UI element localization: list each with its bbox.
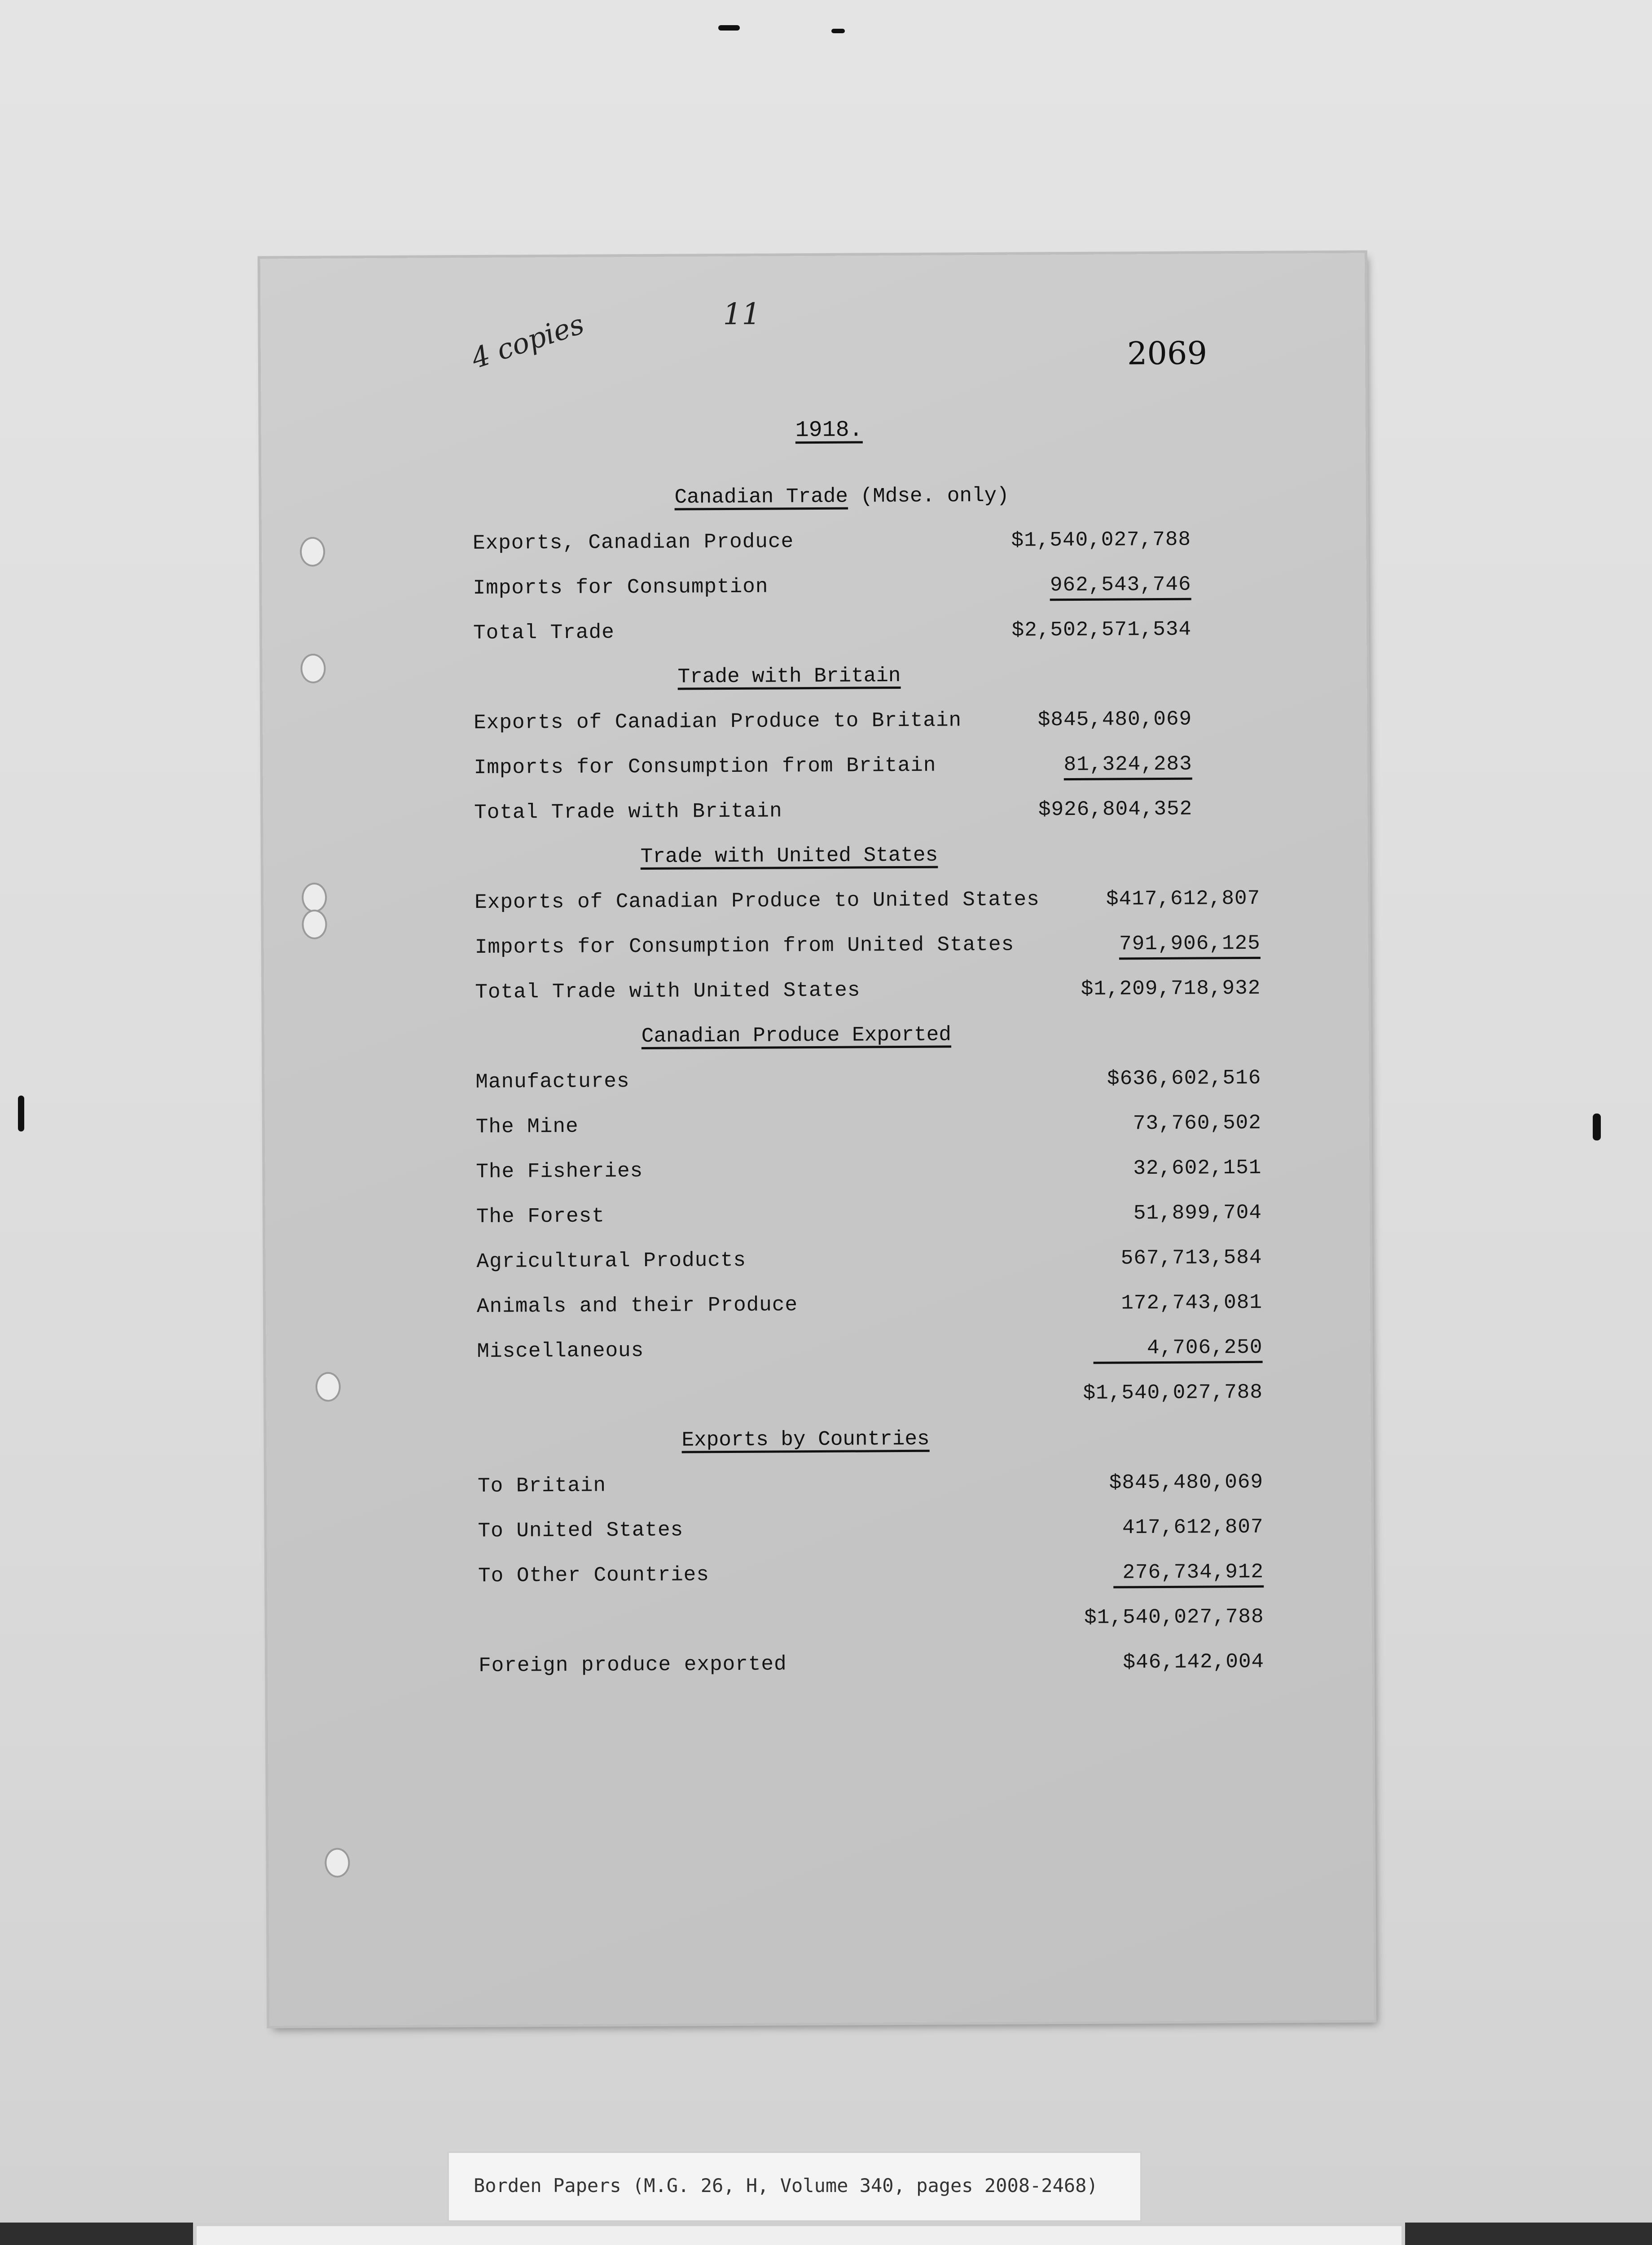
table-row [477,1336,1262,1371]
row-value: 417,612,807 [1122,1515,1264,1540]
document-page [260,253,1374,2026]
total-row [477,1381,1263,1416]
table-row [478,1560,1264,1596]
table-row [475,932,1261,967]
handwritten-mark: 11 [723,296,761,332]
row-label: Imports for Consumption [473,575,769,600]
row-label: Miscellaneous [477,1339,644,1363]
table-row [475,887,1260,922]
table-row [476,1246,1262,1281]
table-row [476,1201,1262,1237]
row-label: Exports of Canadian Produce to Britain [473,709,962,735]
row-value: $845,480,069 [1037,707,1192,732]
archives-card [193,2223,1405,2245]
table-row [475,1066,1261,1102]
film-mark [831,29,845,33]
row-value: $636,602,516 [1107,1066,1261,1091]
section-heading-produce-exported: Canadian Produce Exported [641,1023,952,1048]
binder-hole [316,1372,341,1402]
table-row [473,528,1191,563]
film-mark [718,25,740,31]
row-value: 73,760,502 [1133,1111,1261,1136]
table-row [476,1111,1261,1147]
row-value: 276,734,912 [1113,1560,1264,1589]
table-row [474,753,1192,788]
row-label: Animals and their Produce [476,1293,798,1318]
row-value: $1,209,718,932 [1081,976,1261,1001]
row-value: 81,324,283 [1063,753,1192,780]
heading-text: Canadian Trade [674,484,848,509]
row-value: 51,899,704 [1133,1201,1262,1225]
table-row [474,797,1192,832]
row-value: $417,612,807 [1106,886,1261,911]
table-row [476,1156,1261,1192]
row-label: Foreign produce exported [478,1652,787,1677]
binder-hole [300,537,325,567]
row-label: Total Trade with United States [475,978,861,1004]
table-row [473,573,1191,608]
row-value: 32,602,151 [1133,1156,1262,1180]
row-label: Total Trade [473,621,615,645]
heading-suffix: (Mdse. only) [848,484,1009,508]
film-mark [1593,1114,1601,1140]
section-heading-britain: Trade with Britain [677,664,901,689]
row-value: 172,743,081 [1121,1290,1263,1315]
row-value: $1,540,027,788 [1011,528,1191,552]
row-label: The Fisheries [476,1159,643,1184]
row-label: To United States [478,1518,684,1543]
row-value: 962,543,746 [1050,573,1191,601]
binder-hole [302,910,327,939]
table-row [478,1470,1263,1506]
row-label: Imports for Consumption from Britain [474,753,936,779]
table-row [475,977,1261,1012]
handwritten-note: 4 copies [467,307,588,375]
row-value: 567,713,584 [1120,1246,1262,1270]
total-value: $1,540,027,788 [1083,1380,1263,1405]
row-label: The Mine [475,1114,579,1139]
row-label: Manufactures [475,1070,630,1094]
reference-label-text: Borden Papers (M.G. 26, H, Volume 340, pages 2008-2468) [474,2175,1098,2197]
film-mark [18,1096,24,1131]
row-value: $2,502,571,534 [1011,617,1192,642]
total-value: $1,540,027,788 [1084,1605,1264,1629]
section-heading-united-states: Trade with United States [640,843,938,869]
row-label: To Britain [477,1474,606,1498]
row-label: To Other Countries [478,1563,710,1588]
table-row [478,1515,1263,1551]
row-value: $845,480,069 [1109,1470,1264,1495]
table-row [474,708,1192,743]
total-row [478,1605,1264,1641]
section-heading-exports-by-countries: Exports by Countries [681,1427,930,1452]
reference-label [449,2153,1140,2220]
row-value: 4,706,250 [1093,1336,1263,1364]
row-label: Agricultural Products [476,1248,747,1273]
binder-hole [325,1848,350,1877]
row-value: 791,906,125 [1119,932,1261,960]
table-row [473,618,1191,653]
table-row [479,1650,1264,1686]
row-label: Exports of Canadian Produce to United States [475,888,1040,914]
binder-hole [302,883,327,912]
page-number: 2069 [1127,335,1208,372]
section-heading-canadian-trade [674,484,1009,509]
row-label: Total Trade with Britain [474,799,782,824]
row-label: Exports, Canadian Produce [472,530,794,555]
table-row [477,1291,1262,1326]
row-value: $46,142,004 [1123,1650,1265,1674]
row-value: $926,804,352 [1038,797,1193,822]
binder-hole [300,654,325,683]
row-label: Imports for Consumption from United States [475,933,1015,959]
document-year: 1918. [795,417,863,444]
row-label: The Forest [476,1204,605,1228]
